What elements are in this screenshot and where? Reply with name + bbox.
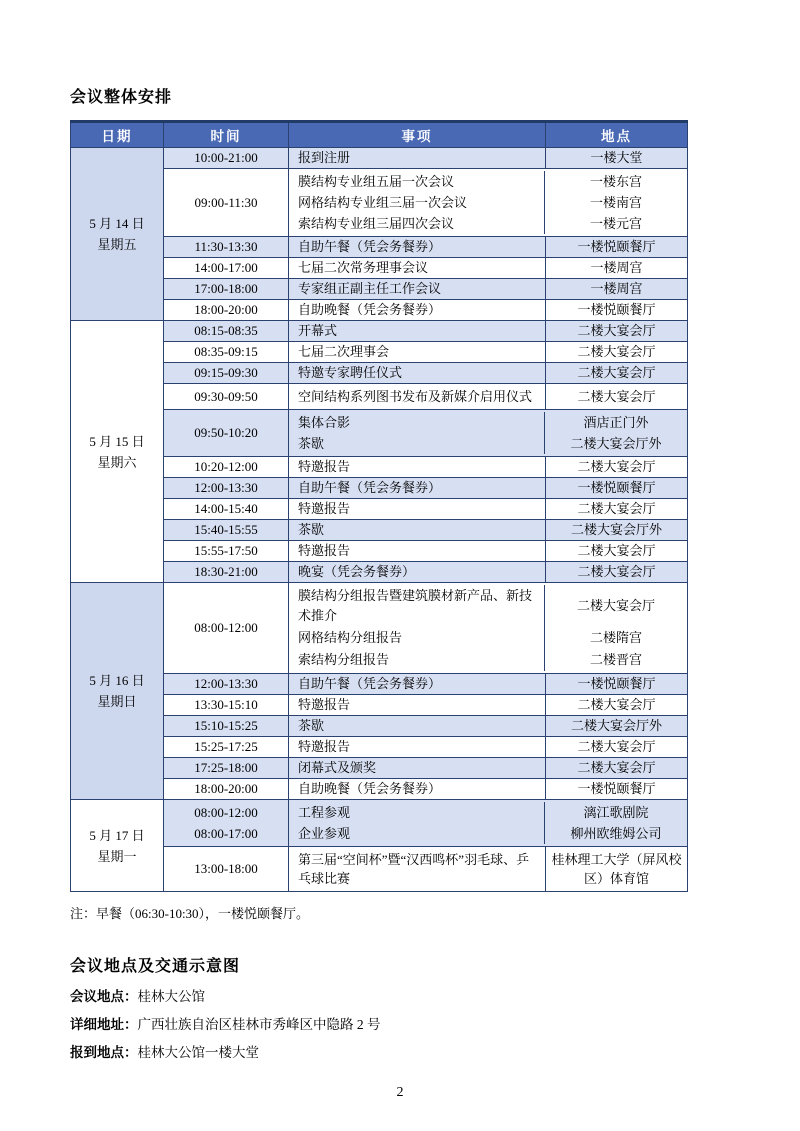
header-row xyxy=(71,122,688,148)
pair-row xyxy=(289,412,687,433)
registration-value: 桂林大公馆一楼大堂 xyxy=(137,1045,259,1060)
weekday-text: 星期一 xyxy=(97,848,137,864)
item-cell: 闭幕式及颁奖 xyxy=(289,758,546,779)
time-cell: 14:00-15:40 xyxy=(164,499,289,520)
schedule-row xyxy=(71,300,688,321)
column-header-date: 日期 xyxy=(71,122,164,148)
location-cell: 二楼晋宫 xyxy=(589,652,642,667)
schedule-row xyxy=(71,674,688,695)
venue-label: 会议地点： xyxy=(70,989,138,1004)
location-cell: 柳州欧维姆公司 xyxy=(570,826,662,841)
item-cell: 专家组正副主任工作会议 xyxy=(289,279,546,300)
location-cell: 二楼大宴会厅外 xyxy=(546,716,688,737)
schedule-row xyxy=(71,384,688,410)
item-cell: 网格结构专业组三届一次会议 xyxy=(289,192,545,213)
item-cell: 自助午餐（凭会务餐券） xyxy=(289,478,546,499)
schedule-row xyxy=(71,342,688,363)
time-cell: 09:00-11:30 xyxy=(164,169,289,237)
page-title: 会议整体安排 xyxy=(70,89,173,106)
date-cell-may15 xyxy=(71,321,164,583)
schedule-row xyxy=(71,695,688,716)
item-cell: 七届二次常务理事会议 xyxy=(289,258,546,279)
schedule-row xyxy=(71,758,688,779)
page-number: 2 xyxy=(396,1085,404,1100)
schedule-row xyxy=(71,737,688,758)
location-cell: 二楼大宴会厅 xyxy=(546,758,688,779)
time-cell: 12:00-13:30 xyxy=(164,674,289,695)
item-cell: 自助午餐（凭会务餐券） xyxy=(289,674,546,695)
time-text: 08:00-17:00 xyxy=(194,826,258,841)
schedule-row xyxy=(71,520,688,541)
time-cell: 13:30-15:10 xyxy=(164,695,289,716)
date-text: 5 月 17 日 xyxy=(89,827,145,843)
breakfast-note: 注：早餐（06:30-10:30），一楼悦颐餐厅。 xyxy=(70,906,310,921)
time-cell: 14:00-17:00 xyxy=(164,258,289,279)
item-location-group xyxy=(289,410,688,457)
schedule-row xyxy=(71,258,688,279)
date-text: 5 月 16 日 xyxy=(89,673,145,688)
location-cell: 二楼大宴会厅 xyxy=(576,598,655,613)
schedule-row xyxy=(71,847,688,892)
pair-row xyxy=(289,171,687,192)
location-cell: 二楼大宴会厅 xyxy=(546,562,688,583)
schedule-row xyxy=(71,457,688,478)
item-cell: 第三届“空间杯”暨“汉西鸣杯”羽毛球、乒乓球比赛 xyxy=(289,847,546,892)
pair-row xyxy=(289,823,687,844)
location-cell: 一楼周宫 xyxy=(546,258,688,279)
time-cell: 15:55-17:50 xyxy=(164,541,289,562)
time-cell: 18:00-20:00 xyxy=(164,779,289,800)
time-cell: 15:10-15:25 xyxy=(164,716,289,737)
page-content xyxy=(70,84,692,1071)
item-cell: 特邀报告 xyxy=(289,541,546,562)
venue-value: 桂林大公馆 xyxy=(137,989,205,1004)
item-cell: 七届二次理事会 xyxy=(289,342,546,363)
location-cell: 二楼大宴会厅外 xyxy=(570,436,662,451)
location-cell: 一楼大堂 xyxy=(546,148,688,169)
pair-row xyxy=(289,213,687,234)
time-cell: 18:30-21:00 xyxy=(164,562,289,583)
address-label: 详细地址： xyxy=(70,1017,138,1032)
time-cell xyxy=(164,800,289,847)
item-cell: 特邀专家聘任仪式 xyxy=(289,363,546,384)
time-cell: 08:15-08:35 xyxy=(164,321,289,342)
time-cell: 10:00-21:00 xyxy=(164,148,289,169)
schedule-row xyxy=(71,363,688,384)
weekday-text: 星期六 xyxy=(97,454,137,470)
date-cell-may16 xyxy=(71,583,164,800)
time-cell: 15:40-15:55 xyxy=(164,520,289,541)
date-text: 5 月 14 日 xyxy=(89,216,145,231)
location-cell: 漓江歌剧院 xyxy=(583,805,649,820)
column-header-time: 时间 xyxy=(164,122,289,148)
schedule-row xyxy=(71,237,688,258)
pair-row xyxy=(289,192,687,213)
item-cell: 自助午餐（凭会务餐券） xyxy=(289,237,546,258)
schedule-row xyxy=(71,478,688,499)
item-cell: 自助晚餐（凭会务餐券） xyxy=(289,300,546,321)
location-cell: 一楼东宫 xyxy=(589,174,642,189)
pair-row xyxy=(289,585,687,627)
item-cell: 空间结构系列图书发布及新媒介启用仪式 xyxy=(289,384,546,410)
location-cell: 一楼悦颐餐厅 xyxy=(546,478,688,499)
schedule-row xyxy=(71,321,688,342)
item-cell: 晚宴（凭会务餐券） xyxy=(289,562,546,583)
date-text: 5 月 15 日 xyxy=(89,433,145,449)
location-cell: 二楼大宴会厅 xyxy=(546,499,688,520)
item-location-group xyxy=(289,800,688,847)
schedule-row xyxy=(71,410,688,457)
schedule-row xyxy=(71,716,688,737)
address-value: 广西壮族自治区桂林市秀峰区中隐路 2 号 xyxy=(137,1017,381,1032)
pair-row xyxy=(289,802,687,823)
location-cell: 二楼大宴会厅 xyxy=(546,457,688,478)
section-title-location: 会议地点及交通示意图 xyxy=(70,958,241,975)
schedule-row xyxy=(71,562,688,583)
schedule-row xyxy=(71,499,688,520)
item-cell: 报到注册 xyxy=(289,148,546,169)
item-cell: 特邀报告 xyxy=(289,499,546,520)
location-cell: 一楼悦颐餐厅 xyxy=(546,674,688,695)
schedule-row xyxy=(71,800,688,847)
schedule-row xyxy=(71,779,688,800)
location-cell: 二楼大宴会厅 xyxy=(546,541,688,562)
item-cell: 特邀报告 xyxy=(289,457,546,478)
location-cell: 二楼大宴会厅 xyxy=(546,342,688,363)
location-cell: 一楼悦颐餐厅 xyxy=(546,779,688,800)
location-cell: 二楼大宴会厅 xyxy=(546,737,688,758)
time-cell: 17:00-18:00 xyxy=(164,279,289,300)
time-cell: 09:30-09:50 xyxy=(164,384,289,410)
time-cell: 18:00-20:00 xyxy=(164,300,289,321)
location-cell: 一楼元宫 xyxy=(589,216,642,231)
item-cell: 开幕式 xyxy=(289,321,546,342)
schedule-row xyxy=(71,279,688,300)
location-cell: 一楼周宫 xyxy=(546,279,688,300)
time-cell: 13:00-18:00 xyxy=(164,847,289,892)
time-cell: 08:00-12:00 xyxy=(164,583,289,674)
location-cell: 二楼大宴会厅 xyxy=(546,321,688,342)
pair-row xyxy=(289,433,687,454)
location-cell: 二楼大宴会厅 xyxy=(546,384,688,410)
item-cell: 集体合影 xyxy=(289,412,545,433)
item-cell: 茶歇 xyxy=(289,520,546,541)
column-header-location: 地点 xyxy=(546,122,688,148)
time-cell: 09:50-10:20 xyxy=(164,410,289,457)
item-cell: 网格结构分组报告 xyxy=(289,627,545,649)
item-cell: 自助晚餐（凭会务餐券） xyxy=(289,779,546,800)
location-cell: 二楼大宴会厅外 xyxy=(546,520,688,541)
item-cell: 特邀报告 xyxy=(289,737,546,758)
pair-row xyxy=(289,627,687,649)
schedule-row xyxy=(71,583,688,674)
item-cell: 茶歇 xyxy=(289,716,546,737)
info-line-registration xyxy=(70,1043,692,1062)
time-cell: 12:00-13:30 xyxy=(164,478,289,499)
time-cell: 11:30-13:30 xyxy=(164,237,289,258)
date-cell-may14 xyxy=(71,148,164,321)
item-cell: 工程参观 xyxy=(289,802,545,823)
location-cell: 一楼南宫 xyxy=(589,195,642,210)
item-location-group xyxy=(289,583,688,674)
info-line-address xyxy=(70,1015,692,1034)
location-cell: 酒店正门外 xyxy=(583,415,649,430)
time-cell: 17:25-18:00 xyxy=(164,758,289,779)
column-header-item: 事项 xyxy=(289,122,546,148)
time-cell: 15:25-17:25 xyxy=(164,737,289,758)
item-location-group xyxy=(289,169,688,237)
item-cell: 茶歇 xyxy=(289,433,545,454)
time-cell: 08:35-09:15 xyxy=(164,342,289,363)
weekday-text: 星期日 xyxy=(97,694,137,709)
pair-row xyxy=(289,649,687,671)
location-cell: 桂林理工大学（屏风校区）体育馆 xyxy=(546,847,688,892)
location-cell: 二楼大宴会厅 xyxy=(546,695,688,716)
item-cell: 膜结构专业组五届一次会议 xyxy=(289,171,545,192)
time-cell: 09:15-09:30 xyxy=(164,363,289,384)
location-cell: 一楼悦颐餐厅 xyxy=(546,237,688,258)
item-cell: 膜结构分组报告暨建筑膜材新产品、新技术推介 xyxy=(289,585,545,627)
time-cell: 10:20-12:00 xyxy=(164,457,289,478)
registration-label: 报到地点： xyxy=(70,1045,138,1060)
item-cell: 索结构分组报告 xyxy=(289,649,545,671)
info-line-venue xyxy=(70,987,692,1006)
item-cell: 索结构专业组三届四次会议 xyxy=(289,213,545,234)
item-cell: 企业参观 xyxy=(289,823,545,844)
weekday-text: 星期五 xyxy=(97,237,137,252)
date-cell-may17 xyxy=(71,800,164,892)
time-text: 08:00-12:00 xyxy=(194,805,258,820)
item-cell: 特邀报告 xyxy=(289,695,546,716)
schedule-table xyxy=(70,120,688,892)
schedule-row xyxy=(71,541,688,562)
location-cell: 二楼隋宫 xyxy=(589,630,642,645)
location-cell: 二楼大宴会厅 xyxy=(546,363,688,384)
schedule-row xyxy=(71,169,688,237)
schedule-row xyxy=(71,148,688,169)
location-cell: 一楼悦颐餐厅 xyxy=(546,300,688,321)
